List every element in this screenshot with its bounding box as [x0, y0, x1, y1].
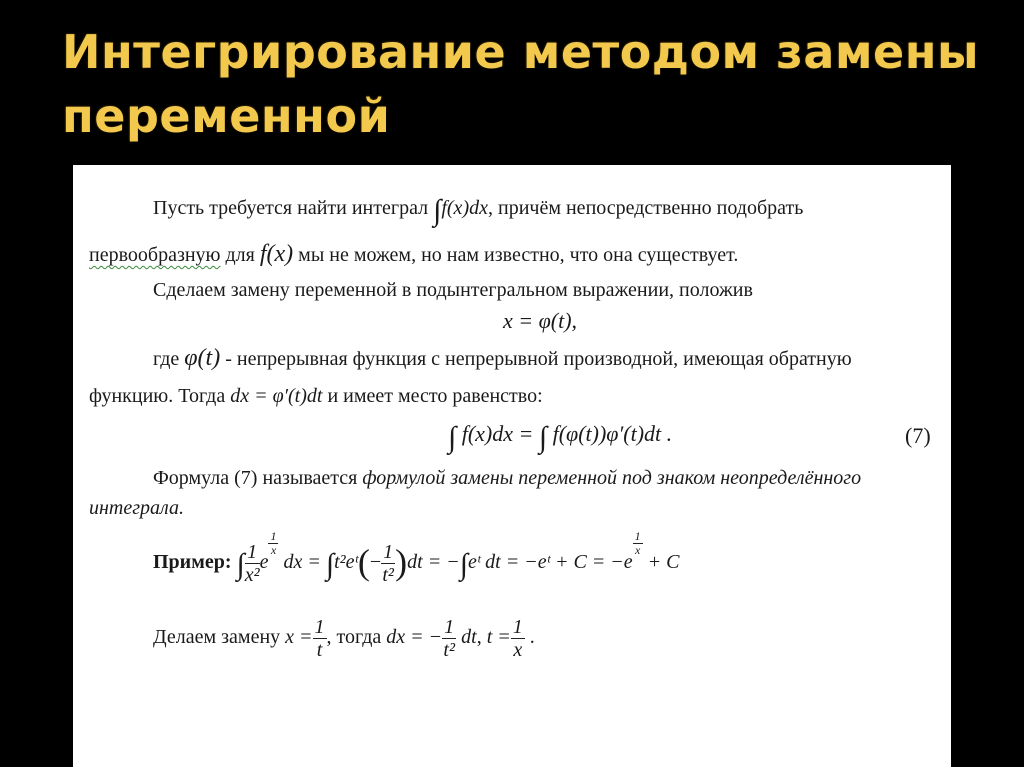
paragraph-line	[89, 383, 543, 409]
paren: )	[395, 542, 408, 582]
paragraph-line	[153, 194, 804, 227]
text: , причём непосредственно подобрать	[487, 197, 804, 219]
fraction: $\frac{1}{x}$	[512, 615, 523, 661]
formula-line: x = φ(t),	[503, 308, 578, 333]
formula: dx = −	[386, 626, 443, 648]
text: Пусть требуется найти интеграл	[153, 197, 429, 219]
fraction: $\frac{1}{\text{t²}}$	[382, 540, 394, 586]
substitution-line	[153, 607, 535, 667]
page-title: Интегрирование методом замены переменной	[62, 25, 980, 143]
fraction: $\frac{1}{\text{t²}}$	[443, 615, 455, 661]
text: - непрерывная функция с непрерывной производной, имеющая обратную	[225, 348, 852, 370]
formula: f(x)	[259, 241, 294, 267]
exponent-fraction: 1 x	[634, 529, 641, 557]
text: где	[153, 348, 180, 370]
formula: e	[259, 551, 269, 573]
integral-sign: ∫	[236, 548, 245, 581]
equation-7	[448, 421, 673, 454]
fraction: $\frac{1}{\text{x²}}$	[244, 540, 260, 586]
spellcheck-word: первообразную	[89, 244, 221, 266]
paragraph-line	[89, 241, 738, 268]
text: ,	[476, 626, 482, 648]
formula: φ(t)	[184, 345, 221, 371]
integral-sign: ∫	[459, 548, 468, 581]
formula: x =	[285, 626, 313, 648]
formula: eᵗ dt = −eᵗ + C = −e	[467, 551, 633, 573]
formula: dx =	[283, 551, 321, 573]
text: функцию. Тогда	[89, 385, 226, 407]
text: Делаем замену	[153, 626, 281, 648]
text: , тогда	[326, 626, 382, 648]
formula: f(φ(t))φ′(t)dt .	[552, 421, 673, 446]
equation-number: (7)	[905, 423, 931, 448]
formula: −	[369, 551, 382, 573]
integral-sign: ∫	[538, 421, 548, 454]
example-line	[153, 527, 680, 597]
formula: dt	[461, 626, 477, 648]
text: Формула (7) называется	[153, 467, 358, 489]
paren: (	[357, 542, 370, 582]
formula: + C	[647, 551, 680, 573]
text: и имеет место равенство:	[327, 385, 543, 407]
formula: dx = φ′(t)dt	[230, 385, 323, 407]
formula: t²eᵗ	[334, 551, 358, 573]
paragraph-line: интеграла.	[89, 497, 185, 519]
fraction: $\frac{1}{t}$	[314, 615, 325, 661]
text: .	[529, 626, 535, 648]
example-label: Пример:	[153, 551, 232, 573]
formula: f(x)dx =	[461, 421, 534, 446]
paragraph-line	[153, 465, 861, 491]
document-page	[73, 165, 951, 767]
paragraph-line	[153, 345, 852, 372]
integral-sign: ∫	[325, 548, 335, 581]
text: мы не можем, но нам известно, что она существует.	[298, 244, 739, 266]
integral-sign: ∫	[433, 194, 442, 227]
paragraph-line: Сделаем замену переменной в подынтегральном выражении, положив	[153, 279, 753, 301]
definition-term: формулой замены переменной под знаком неопределённого	[362, 467, 862, 489]
formula: f(x)dx	[441, 197, 488, 219]
integral-sign: ∫	[448, 421, 457, 454]
text: для	[220, 244, 255, 266]
formula: dt = −	[407, 551, 460, 573]
formula: t =	[486, 626, 511, 648]
exponent-fraction: 1 x	[270, 529, 277, 557]
